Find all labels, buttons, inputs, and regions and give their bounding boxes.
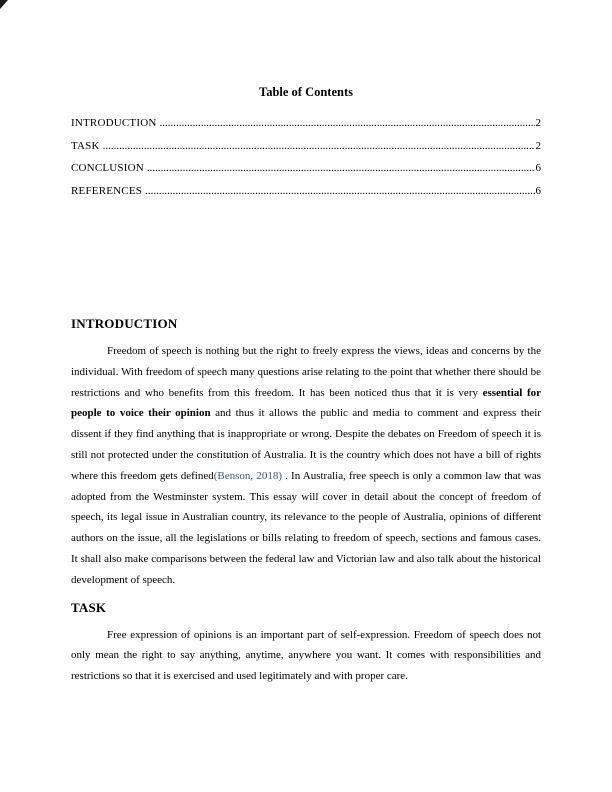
toc-dot-leader bbox=[103, 135, 535, 158]
text-segment: . In Australia, free speech is only a common law that was adopted from the Westminster system. This essay will cover in detail about the concept of freedom of speech, its legal issue in Australian country, its relevance to the people of Australia, opinions of different authors on the issue, all the legislations or bills relating to freedom of speech, sections and famous cases. It shall also make comparisons between the federal law and Victorian law and also talk about the historical development of speech. bbox=[71, 469, 541, 586]
task-paragraph bbox=[71, 625, 541, 687]
section-heading-introduction: INTRODUCTION bbox=[71, 316, 178, 331]
toc-entry-label: CONCLUSION bbox=[71, 162, 144, 174]
toc-page-number: 6 bbox=[535, 162, 541, 174]
section-heading-task: TASK bbox=[71, 599, 107, 615]
toc-page-number: 6 bbox=[535, 184, 541, 197]
citation-link[interactable]: (Benson, 2018) bbox=[213, 469, 282, 482]
toc-entry-label: REFERENCES bbox=[71, 184, 143, 197]
section-task bbox=[71, 600, 541, 687]
toc-entry-references[interactable] bbox=[71, 180, 541, 203]
toc-dot-leader bbox=[147, 157, 535, 180]
document-body bbox=[71, 316, 541, 687]
toc-entry-label: INTRODUCTION bbox=[71, 117, 157, 129]
toc-dot-leader bbox=[160, 112, 535, 135]
text-segment: Free expression of opinions is an important part of self-expression. Freedom of speech does not only mean the right to say anything, anytime, anywhere you want. It comes with responsibilities and restrictions so that it is exercised and used legitimately and with proper care. bbox=[71, 628, 541, 683]
text-segment: and thus it allows the public and media to comment and express their dissent if they find anything that is inappropriate or wrong. Despite the debates on Freedom of speech it is still not protected under the constitution of Australia. It is the country which does not have a bill of rights where this freedom gets defined bbox=[71, 407, 541, 482]
introduction-paragraph bbox=[71, 341, 541, 591]
toc-block bbox=[71, 84, 541, 202]
toc-page-number: 2 bbox=[535, 139, 541, 152]
toc-title: Table of Contents bbox=[259, 85, 353, 99]
toc-dot-leader bbox=[145, 180, 534, 203]
text-segment: Freedom of speech is nothing but the right to freely express the views, ideas and concerns by the individual. With freedom of speech many questions arise relating to the point that whether there should be restrictions and who benefits from this freedom. It has been noticed thus that it is very bbox=[71, 345, 541, 399]
toc-entry-introduction[interactable] bbox=[71, 112, 541, 135]
toc-page-number: 2 bbox=[535, 117, 541, 129]
toc-entry-label: TASK bbox=[71, 139, 100, 152]
section-introduction bbox=[71, 316, 541, 591]
table-of-contents bbox=[71, 112, 541, 202]
text-segment: essential for people to voice their opinion bbox=[71, 386, 542, 420]
page-corner-mark bbox=[0, 0, 8, 9]
toc-entry-task[interactable] bbox=[71, 135, 541, 158]
toc-entry-conclusion[interactable] bbox=[71, 157, 541, 180]
